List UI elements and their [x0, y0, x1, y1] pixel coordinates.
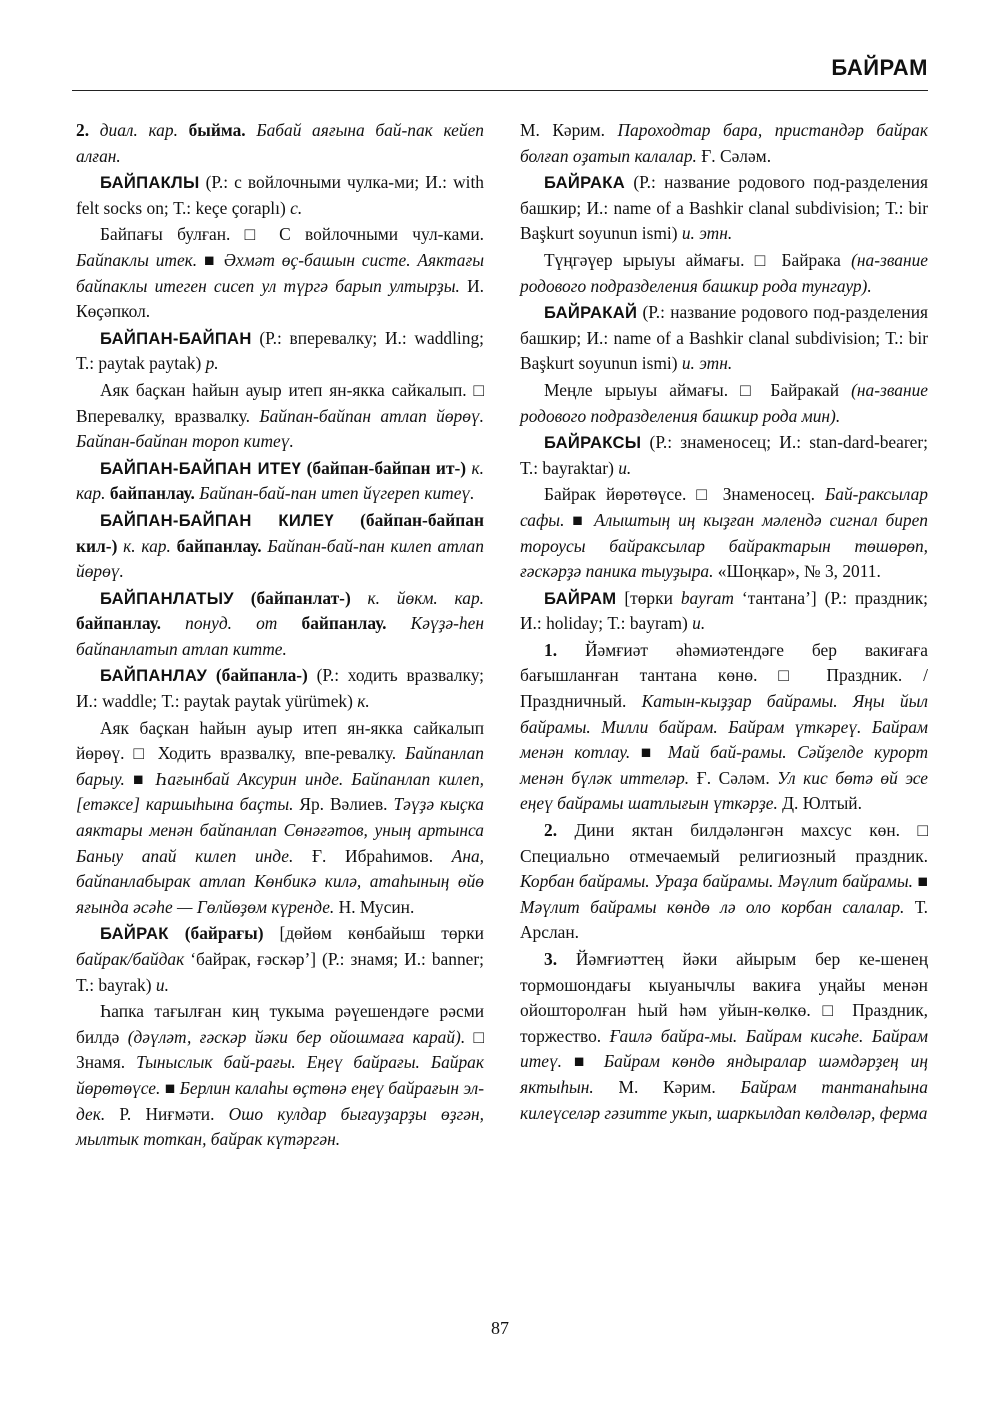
running-head: БАЙРАМ [831, 55, 928, 80]
dictionary-paragraph: Аяк баҫкан һайын ауыр итеп ян-якка сайкалып. □ Вперевалку, вразвалку. Байпан-байпан атлап йөрөү. Байпан-байпан тороп китеү. [76, 379, 484, 452]
header-rule [72, 90, 928, 91]
right-column [520, 118, 928, 1127]
dictionary-paragraph: БАЙПАНЛАУ (байпанла-) (Р.: ходить вразвалку; И.: waddle; Т.: paytak paytak yürümek) к. [76, 665, 484, 712]
dictionary-paragraph: 2. диал. кар. быйма. Бабай аяғына бай-пак кейеп алған. [76, 120, 484, 166]
dictionary-paragraph: БАЙРАКА (Р.: название родового под-разделения башкир; И.: name of a Bashkir clanal subdivision; Т.: bir Başkurt soyunun ismi) и. этн. [520, 172, 928, 244]
dictionary-paragraph: БАЙПАКЛЫ (Р.: с войлочными чулка-ми; И.: with felt socks on; Т.: keçe çoraplı) с. [76, 172, 484, 218]
dictionary-paragraph: БАЙПАНЛАТЫУ (байпанлат-) к. йөкм. кар. байпанлау. понуд. от байпанлау. Кәүҙә-һен байпанлатып атлап китте. [76, 587, 484, 659]
dictionary-paragraph: Аяк баҫкан һайын ауыр итеп ян-якка сайкалып йөрөү. □ Ходить вразвалку, впе-ревалку. Байпанлап барыу. ■ Һағынбай Аксурин инде. Байпанлап килеп, [етәксе] каршыһына баҫты. Яр. Вәлиев. Тәүҙә кыҫка аяктары менән байпанлап Сөнәғәтов, уның артынса Баныу апай килеп инде. Ғ. Ибраһимов. Ана, байпанлабырак атлап Көнбикә килә, атаһының өйө яғында әсәһе — Гөлйөҙөм күренде. Н. Мусин. [76, 717, 485, 917]
dictionary-paragraph: 1. Йәмғиәт әһәмиәтендәге бер вакиғаға бағышланған тантана көнө. □ Праздник. / Праздничный. Катын-кыҙҙар байрамы. Яңы йыл байрамы. Милли байрам. Байрам үткәреү. Байрам менән котлау. ■ Май бай-рамы. Сәйҙелде курорт менән бүләк иттеләр. Ғ. Сәләм. Ул кис бөтә өй эсе еңеү байрамы шатлығын үткәрҙе. Д. Юлтый. [520, 639, 928, 814]
dictionary-paragraph: Меңле ырыуы аймағы. □ Байракай (на-звание родового подразделения башкир рода мин). [520, 379, 928, 426]
page-number: 87 [491, 1318, 509, 1338]
dictionary-paragraph: 2. Дини яктан билдәләнгән махсус көн. □ Специально отмечаемый религиозный праздник. Корбан байрамы. Ураҙа байрамы. Мәүлит байрамы. ■ Мәүлит байрамы көндө лә оло корбан салалар. Т. Арслан. [520, 820, 929, 943]
dictionary-paragraph: Һапка тағылған киң тукыма рәүешендәге рәсми билдә (дәүләт, ғәскәр йәки бер ойошмаға карай). □ Знамя. Тыныслык бай-рағы. Еңеү байрағы. Байрак йөрөтөүсе. ■ Берлин калаһы өҫтөнә еңеү байрағын эл-дек. Р. Ниғмәти. Ошо кулдар бығауҙарҙы өҙгән, мылтык тоткан, байрак күтәргән. [76, 1001, 485, 1150]
dictionary-paragraph: БАЙРАКСЫ (Р.: знаменосец; И.: stan-dard-bearer; Т.: bayraktar) и. [520, 432, 928, 478]
dictionary-paragraph: БАЙРАКАЙ (Р.: название родового под-разделения башкир; И.: name of a Bashkir clanal subdivision; Т.: bir Başkurt soyunun ismi) и. этн. [520, 302, 928, 374]
dictionary-paragraph: Түңгәүер ырыуы аймағы. □ Байрака (на-звание родового подразделения башкир рода тунгаур). [520, 249, 928, 296]
dictionary-paragraph: Байрак йөрөтөүсе. □ Знаменосец. Бай-раксылар сафы. ■ Алыштың иң кыҙған мәлендә сигнал биреп тороусы байраксылар байрактарын төшөрөп, ғәскәрҙә паника тыуҙыра. «Шоңкар», № 3, 2011. [520, 484, 929, 582]
left-column [76, 118, 484, 1154]
dictionary-paragraph: БАЙПАН-БАЙПАН КИЛЕҮ (байпан-байпан кил-) к. кар. байпанлау. Байпан-бай-пан килеп атлап йөрөү. [76, 509, 484, 582]
dictionary-paragraph: Байпағы булған. □ С войлочными чул-ками. Байпаклы итек. ■ Әхмәт өҫ-башын систе. Аяктағы байпаклы итеген сисеп ул түргә барып ултырҙы. И. Көҫәпкол. [76, 224, 485, 322]
dictionary-paragraph: БАЙПАН-БАЙПАН (Р.: вперевалку; И.: waddling; Т.: paytak paytak) р. [76, 327, 484, 374]
dictionary-paragraph: БАЙРАК (байрағы) [дөйөм көнбайыш төрки байрак/байдак ‘байрак, ғәскәр’] (Р.: знамя; И.: banner; Т.: bayrak) и. [76, 923, 484, 995]
dictionary-paragraph: БАЙПАН-БАЙПАН ИТЕҮ (байпан-байпан ит-) к. кар. байпанлау. Байпан-бай-пан итеп йүгереп китеү. [76, 457, 484, 504]
dictionary-paragraph: 3. Йәмғиәттең йәки айырым бер ке-шенең тормошондағы кыуанычлы вакиға уңайы менән ойошторолған һый һәм уйын-көлкө. □ Праздник, торжество. Ғаилә байра-мы. Байрам кисәһе. Байрам итеү. ■ Байрам көндө яндыралар шәмдәрҙең иң яктыһын. М. Кәрим. Байрам тантанаһына килеүселәр гәзитте укып, шаркылдап көлдөләр, ферма [520, 949, 929, 1123]
dictionary-paragraph: М. Кәрим. Пароходтар бара, пристандәр байрак болғап оҙатып калалар. Ғ. Сәләм. [520, 120, 928, 166]
dictionary-paragraph: БАЙРАМ [төрки bayram ‘тантана’] (Р.: праздник; И.: holiday; Т.: bayram) и. [520, 587, 929, 634]
